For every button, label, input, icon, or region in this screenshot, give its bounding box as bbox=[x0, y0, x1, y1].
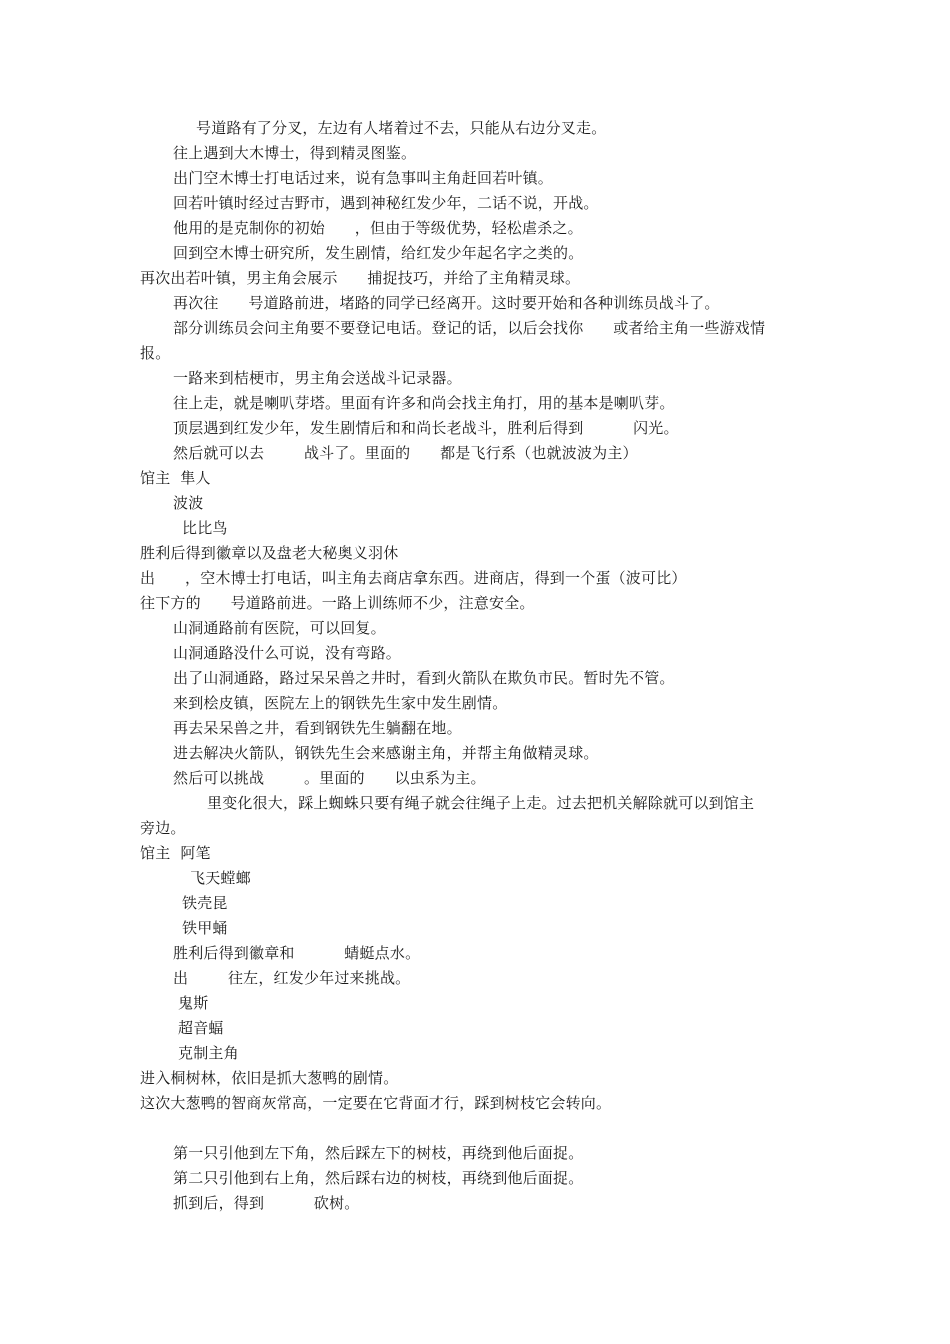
text-line: 波波 bbox=[173, 494, 204, 512]
text-line: 然后就可以去 战斗了。里面的 都是飞行系（也就波波为主） bbox=[173, 444, 638, 462]
text-line: 第一只引他到左下角，然后踩左下的树枝，再绕到他后面捉。 bbox=[173, 1144, 584, 1162]
text-line: 然后可以挑战 。里面的 以虫系为主。 bbox=[173, 769, 486, 787]
text-line: 报。 bbox=[140, 344, 171, 362]
text-line: 往下方的 号道路前进。一路上训练师不少，注意安全。 bbox=[140, 594, 535, 612]
text-line: 往上走，就是喇叭芽塔。里面有许多和尚会找主角打，用的基本是喇叭芽。 bbox=[173, 394, 675, 412]
text-line: 再去呆呆兽之井，看到钢铁先生躺翻在地。 bbox=[173, 719, 462, 737]
text-line: 部分训练员会问主角要不要登记电话。登记的话，以后会找你 或者给主角一些游戏情 bbox=[173, 319, 766, 337]
text-line: 馆主 隼人 bbox=[140, 469, 211, 487]
text-line: 飞天螳螂 bbox=[190, 869, 251, 887]
text-line: 进去解决火箭队，钢铁先生会来感谢主角，并帮主角做精灵球。 bbox=[173, 744, 599, 762]
text-line: 来到桧皮镇，医院左上的钢铁先生家中发生剧情。 bbox=[173, 694, 508, 712]
text-line: 铁壳昆 bbox=[182, 894, 228, 912]
text-line: 回若叶镇时经过吉野市，遇到神秘红发少年，二话不说，开战。 bbox=[173, 194, 599, 212]
text-line: 号道路有了分叉，左边有人堵着过不去，只能从右边分叉走。 bbox=[196, 119, 607, 137]
text-line: 第二只引他到右上角，然后踩右边的树枝，再绕到他后面捉。 bbox=[173, 1169, 584, 1187]
text-line: 这次大葱鸭的智商灰常高，一定要在它背面才行，踩到树枝它会转向。 bbox=[140, 1094, 612, 1112]
text-line: 山洞通路没什么可说，没有弯路。 bbox=[173, 644, 402, 662]
text-line: 再次出若叶镇，男主角会展示 捕捉技巧，并给了主角精灵球。 bbox=[140, 269, 581, 287]
text-line: 顶层遇到红发少年，发生剧情后和和尚长老战斗，胜利后得到 闪光。 bbox=[173, 419, 679, 437]
text-line: 克制主角 bbox=[178, 1044, 239, 1062]
text-line: 比比鸟 bbox=[182, 519, 228, 537]
text-line: 铁甲蛹 bbox=[182, 919, 228, 937]
text-line: 抓到后，得到 砍树。 bbox=[173, 1194, 360, 1212]
text-line: 进入桐树林，依旧是抓大葱鸭的剧情。 bbox=[140, 1069, 399, 1087]
text-line: 出 ，空木博士打电话，叫主角去商店拿东西。进商店，得到一个蛋（波可比） bbox=[140, 569, 687, 587]
text-line: 胜利后得到徽章和 蜻蜓点水。 bbox=[173, 944, 421, 962]
text-line: 一路来到桔梗市，男主角会送战斗记录器。 bbox=[173, 369, 462, 387]
text-line: 他用的是克制你的初始 ，但由于等级优势，轻松虐杀之。 bbox=[173, 219, 583, 237]
text-line: 鬼斯 bbox=[178, 994, 209, 1012]
text-line: 里变化很大，踩上蜘蛛只要有绳子就会往绳子上走。过去把机关解除就可以到馆主 bbox=[207, 794, 755, 812]
text-line: 再次往 号道路前进，堵路的同学已经离开。这时要开始和各种训练员战斗了。 bbox=[173, 294, 720, 312]
text-line: 山洞通路前有医院，可以回复。 bbox=[173, 619, 386, 637]
text-line: 胜利后得到徽章以及盘老大秘奥义羽休 bbox=[140, 544, 399, 562]
text-line: 出 往左，红发少年过来挑战。 bbox=[173, 969, 411, 987]
text-line: 出了山洞通路，路过呆呆兽之井时，看到火箭队在欺负市民。暂时先不管。 bbox=[173, 669, 675, 687]
text-line: 出门空木博士打电话过来，说有急事叫主角赶回若叶镇。 bbox=[173, 169, 554, 187]
text-line: 旁边。 bbox=[140, 819, 186, 837]
text-line: 馆主 阿笔 bbox=[140, 844, 211, 862]
text-line: 往上遇到大木博士，得到精灵图鉴。 bbox=[173, 144, 417, 162]
text-line: 回到空木博士研究所，发生剧情，给红发少年起名字之类的。 bbox=[173, 244, 584, 262]
text-line: 超音蝠 bbox=[178, 1019, 224, 1037]
